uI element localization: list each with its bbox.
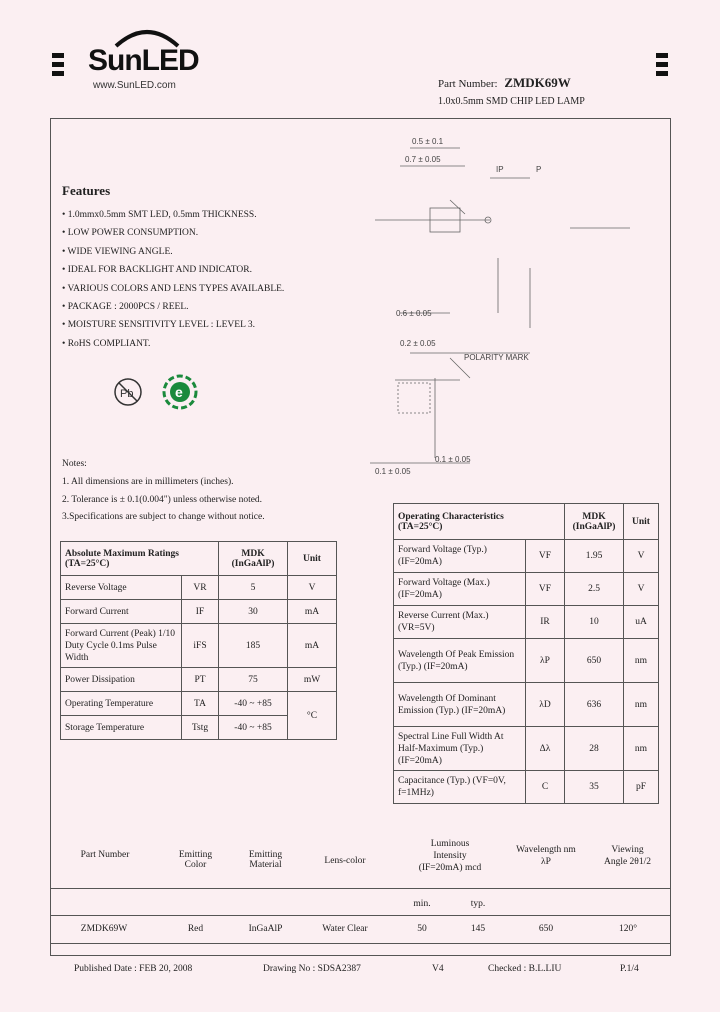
header-emit-color: Emitting Color — [178, 850, 213, 870]
table-row: Capacitance (Typ.) (VF=0V, f=1MHz) C 35 pF — [394, 771, 659, 804]
feature-item: • VARIOUS COLORS AND LENS TYPES AVAILABLE. — [62, 283, 285, 294]
footer-version: V4 — [432, 964, 444, 974]
feature-item: • IDEAL FOR BACKLIGHT AND INDICATOR. — [62, 265, 252, 276]
footer-page: P.1/4 — [620, 964, 639, 974]
table-row: Spectral Line Full Width At Half-Maximum (Typ.) (IF=20mA) Δλ 28 nm — [394, 727, 659, 771]
product-table-mid-rule — [50, 915, 670, 916]
table-row: Forward Voltage (Typ.) (IF=20mA) VF 1.95 V — [394, 540, 659, 573]
header-wave: Wavelength nm λP — [516, 845, 576, 867]
pb-free-icon — [113, 377, 143, 407]
part-number-label: Part Number: — [438, 78, 498, 90]
part-number-line — [438, 75, 571, 91]
package-drawing — [340, 128, 660, 478]
feature-item: • LOW POWER CONSUMPTION. — [62, 228, 199, 239]
footer-checked: Checked : B.L.LIU — [488, 964, 562, 974]
table-row: ZMDK69W Red InGaAlP Water Clear 50 145 650 120° — [80, 924, 638, 934]
feature-item: • MOISTURE SENSITIVITY LEVEL : LEVEL 3. — [62, 320, 256, 331]
table-row: Reverse Current (Max.) (VR=5V) IR 10 uA — [394, 606, 659, 639]
header-emit-material: Emitting Material — [248, 850, 283, 870]
dim-b-label: 0.7 ± 0.05 — [405, 155, 441, 164]
part-description: 1.0x0.5mm SMD CHIP LED LAMP — [438, 96, 585, 107]
footer-published: Published Date : FEB 20, 2008 — [74, 964, 193, 974]
notes-title: Notes: — [62, 459, 87, 469]
feature-item: • RoHS COMPLIANT. — [62, 338, 151, 349]
p-label: P — [536, 165, 542, 174]
dim-e-label: 0.1 ± 0.05 — [375, 467, 411, 476]
table-row: Wavelength Of Dominant Emission (Typ.) (IF=20mA) λD 636 nm — [394, 683, 659, 727]
dim-a-label: 0.5 ± 0.1 — [412, 137, 444, 146]
op-char-table — [393, 503, 659, 804]
abs-max-title: Absolute Maximum Ratings (TA=25°C) — [61, 542, 219, 576]
logo-mark-left-top — [52, 53, 64, 58]
table-row: Forward Voltage (Max.) (IF=20mA) VF 2.5 V — [394, 573, 659, 606]
logo-mark-right-bot — [656, 71, 668, 76]
feature-item: • 1.0mmx0.5mm SMT LED, 0.5mm THICKNESS. — [62, 210, 257, 220]
header-lum: Luminous Intensity (IF=20mA) mcd — [418, 839, 482, 873]
table-row: Wavelength Of Peak Emission (Typ.) (IF=20mA) λP 650 nm — [394, 639, 659, 683]
logo-mark-right-top — [656, 53, 668, 58]
logo-mark-left-bot — [52, 71, 64, 76]
product-subheader — [50, 899, 670, 913]
logo-text: SunLED — [88, 44, 199, 77]
header-min: min. — [413, 899, 431, 909]
logo-mark-right-mid — [656, 62, 668, 67]
dim-d-label: 0.2 ± 0.05 — [400, 339, 436, 348]
svg-text:Pb: Pb — [120, 388, 134, 400]
note-item: 2. Tolerance is ± 0.1(0.004") unless otherwise noted. — [62, 494, 263, 505]
table-row: Power Dissipation PT 75 mW — [61, 668, 337, 692]
dim-f-label: 0.1 ± 0.05 — [435, 455, 471, 464]
table-row: Storage Temperature Tstg -40 ~ +85 — [61, 716, 337, 740]
table-row: Forward Current IF 30 mA — [61, 600, 337, 624]
table-row: Reverse Voltage VR 5 V — [61, 576, 337, 600]
op-char-col-unit: Unit — [624, 504, 659, 540]
ip-label: IP — [496, 165, 504, 174]
feature-item: • PACKAGE : 2000PCS / REEL. — [62, 302, 189, 313]
rohs-e-icon — [162, 374, 198, 410]
features-list — [62, 206, 284, 353]
note-item: 1. All dimensions are in millimeters (inches). — [62, 476, 234, 487]
notes — [62, 456, 265, 527]
abs-max-table — [60, 541, 337, 740]
op-char-title: Operating Characteristics (TA=25°C) — [394, 504, 565, 540]
table-row: Operating Temperature TA -40 ~ +85 °C — [61, 692, 337, 716]
note-item: 3.Specifications are subject to change without notice. — [62, 512, 265, 523]
logo-url: www.SunLED.com — [93, 80, 176, 91]
table-row: Forward Current (Peak) 1/10 Duty Cycle 0.1ms Pulse Width iFS 185 mA — [61, 624, 337, 668]
op-char-col-mdk: MDK (InGaAlP) — [565, 504, 624, 540]
logo-mark-left-mid — [52, 62, 64, 67]
svg-text:e: e — [175, 384, 183, 400]
header-lens: Lens-color — [324, 856, 366, 866]
product-table-header — [50, 840, 670, 890]
dim-c-label: 0.6 ± 0.05 — [396, 309, 432, 318]
header-angle: Viewing Angle 2θ1/2 — [603, 845, 652, 867]
header-typ: typ. — [470, 899, 486, 909]
part-number: ZMDK69W — [504, 75, 571, 90]
footer-drawing: Drawing No : SDSA2387 — [263, 964, 361, 974]
product-table-bottom-rule — [50, 943, 670, 944]
abs-max-col-unit: Unit — [288, 542, 337, 576]
features-title: Features — [62, 183, 111, 198]
header-part: Part Number — [80, 850, 130, 860]
feature-item: • WIDE VIEWING ANGLE. — [62, 246, 173, 257]
polarity-label: POLARITY MARK — [464, 353, 529, 362]
abs-max-col-mdk: MDK (InGaAlP) — [219, 542, 288, 576]
